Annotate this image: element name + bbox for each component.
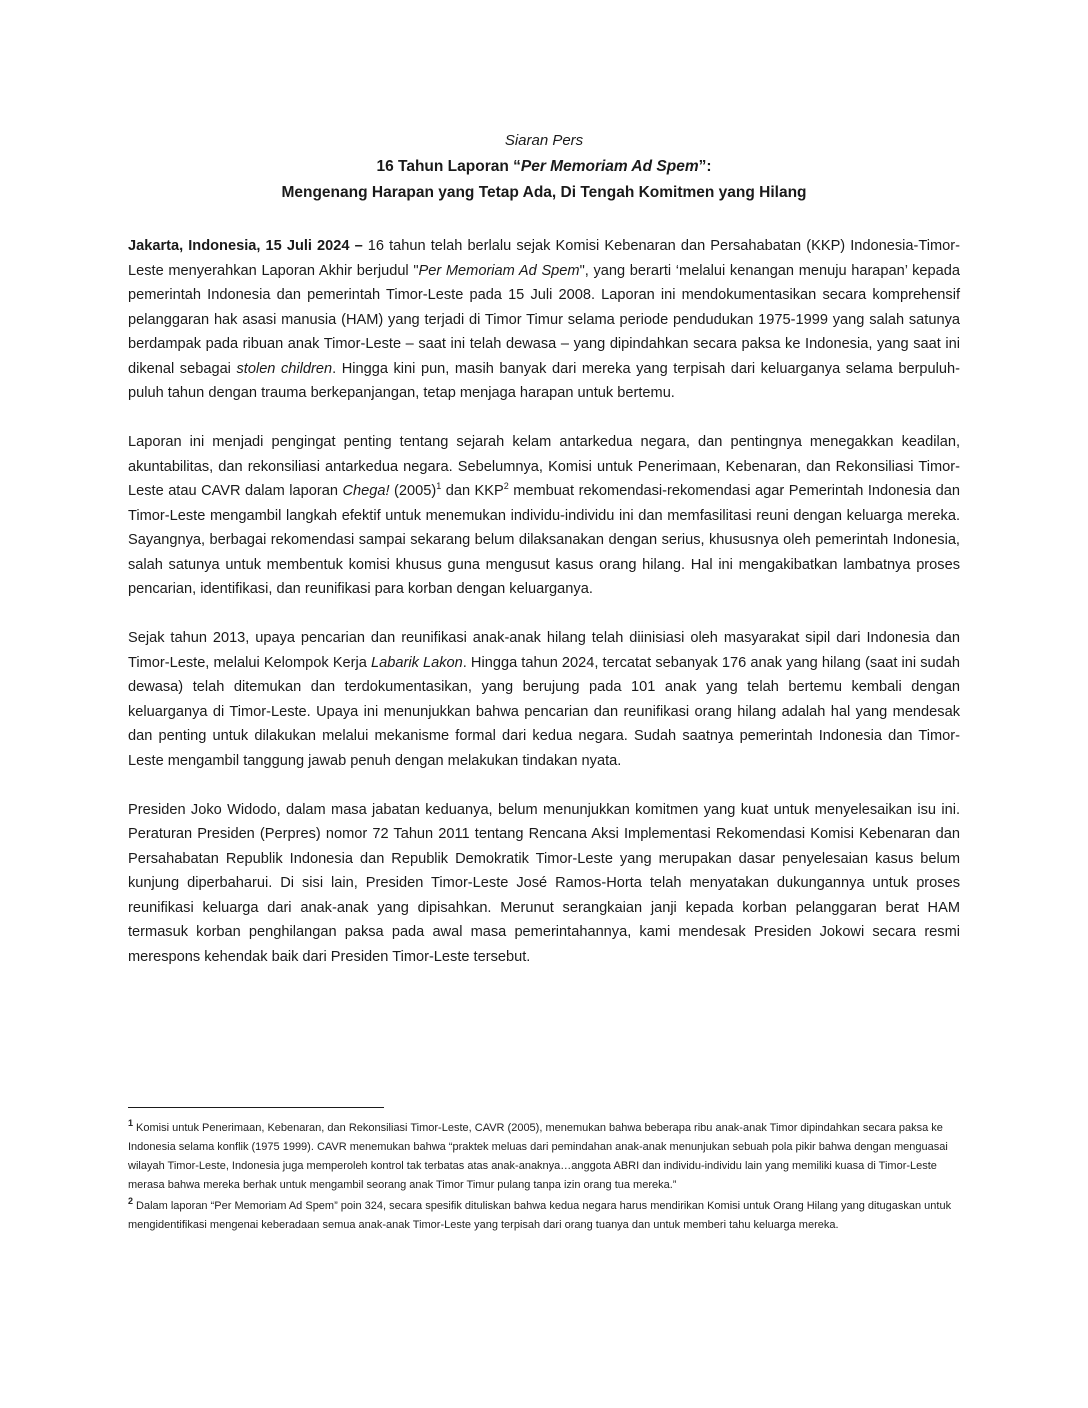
footnote-2 [128, 1197, 960, 1235]
paragraph-1-text-c: . Hingga kini pun, masih banyak dari mereka yang terpisah dari keluarganya selama berpuluh-puluh tahun dengan trauma berkepanjangan, tetap menjaga harapan untuk bertemu. [128, 360, 960, 401]
footnote-1-text: Komisi untuk Penerimaan, Kebenaran, dan Rekonsiliasi Timor-Leste, CAVR (2005), menemukan bahwa beberapa ribu anak-anak Timor dipindahkan secara paksa ke Indonesia selama konflik (1975 1999). CAVR menemukan bahwa “praktek meluas dari pemindahan anak-anak menunjukan sebuah pola pikir bahwa dengan menguasai wilayah Timor-Leste, Indonesia juga memperoleh kontrol tak terbatas atas anak-anaknya…anggota ABRI dan individu-individu lain yang memiliki kuasa di Timor-Leste merasa bahwa mereka berhak untuk mengambil seorang anak Timor Timur pulang tanpa izin orang tua mereka.” [128, 1122, 948, 1191]
footnote-separator [128, 1107, 384, 1108]
paragraph-3 [128, 626, 960, 773]
press-release-label: Siaran Pers [504, 132, 584, 149]
paragraph-2-text-d: membuat rekomendasi-rekomendasi agar Pemerintah Indonesia dan Timor-Leste mengambil langkah efektif untuk menemukan individu-individu ini dan memfasilitasi reuni dengan keluarga mereka. Sayangnya, berbagai rekomendasi sampai sekarang belum dilaksanakan dengan serius, khususnya oleh pemerintah Indonesia, salah satunya untuk membentuk komisi khusus guna mengusut kasus orang hilang. Hal ini mengakibatkan lambatnya proses pencarian, identifikasi, dan reunifikasi para korban dengan keluarganya. [128, 483, 960, 597]
paragraph-2-text-a: Laporan ini menjadi pengingat penting tentang sejarah kelam antarkedua negara, dan pentingnya menegakkan keadilan, akuntabilitas, dan rekonsiliasi antarkedua negara. Sebelumnya, Komisi untuk Penerimaan, Kebenaran, dan Rekonsiliasi Timor-Leste atau CAVR dalam laporan [128, 434, 960, 499]
footnote-2-mark: 2 [128, 1196, 134, 1207]
paragraph-3-italic-a: Labarik Lakon [371, 654, 463, 671]
paragraph-1-italic-b: stolen children [236, 360, 333, 377]
paragraph-2 [128, 430, 960, 602]
paragraph-4-text: Presiden Joko Widodo, dalam masa jabatan keduanya, belum menunjukkan komitmen yang kuat untuk menyelesaikan isu ini. Peraturan Presiden (Perpres) nomor 72 Tahun 2011 tentang Rencana Aksi Implementasi Rekomendasi Komisi Kebenaran dan Persahabatan Republik Indonesia dan Republik Demokratik Timor-Leste yang merupakan dasar penyelesaian kasus belum kunjung diperbaharui. Di sisi lain, Presiden Timor-Leste José Ramos-Horta telah menyatakan dukungannya untuk proses reunifikasi keluarga dari anak-anak yang dipisahkan. Merunut serangkaian janji kepada korban pelanggaran berat HAM termasuk korban penghilangan paksa pada awal masa pemerintahannya, kami mendesak Presiden Jokowi secara resmi merespons kehendak baik dari Presiden Timor-Leste tersebut. [128, 801, 960, 965]
footnote-1-mark: 1 [128, 1118, 134, 1129]
footnotes [128, 1119, 960, 1237]
paragraph-4 [128, 798, 960, 970]
paragraph-1-text-a: 16 tahun telah berlalu sejak Komisi Kebenaran dan Persahabatan (KKP) Indonesia-Timor-Leste menyerahkan Laporan Akhir berjudul " [128, 238, 960, 279]
press-release-header [128, 128, 960, 206]
paragraph-1-text-b: ", yang berarti ‘melalui kenangan menuju harapan’ kepada pemerintah Indonesia dan pemerintah Timor-Leste pada 15 Juli 2008. Laporan ini mendokumentasikan secara komprehensif pelanggaran hak asasi manusia (HAM) yang terjadi di Timor Timur selama periode pendudukan 1975-1999 yang salah satunya berdampak pada ribuan anak Timor-Leste – saat ini telah dewasa – yang dipindahkan secara paksa ke Indonesia, yang saat ini dikenal sebagai [128, 262, 961, 377]
footnote-2-text: Dalam laporan “Per Memoriam Ad Spem” poin 324, secara spesifik dituliskan bahwa kedua negara harus mendirikan Komisi untuk Orang Hilang yang ditugaskan untuk mengidentifikasi mengenai keberadaan semua anak-anak Timor-Leste yang terpisah dari orang tuanya dan untuk memberi tahu keluarga mereka. [128, 1200, 952, 1231]
footnote-ref-2[interactable]: 2 [503, 481, 509, 492]
footnote-1 [128, 1119, 960, 1195]
title-line-1-post: ”: [698, 158, 712, 175]
footnote-ref-1[interactable]: 1 [436, 481, 442, 492]
paragraph-2-text-b: (2005) [389, 483, 437, 499]
title-line-2: Mengenang Harapan yang Tetap Ada, Di Tengah Komitmen yang Hilang [281, 184, 807, 201]
paragraph-1 [128, 234, 960, 406]
paragraph-1-italic-a: Per Memoriam Ad Spem [418, 262, 580, 279]
paragraph-3-text-b: . Hingga tahun 2024, tercatat sebanyak 176 anak yang hilang (saat ini sudah dewasa) telah ditemukan dan terdokumentasikan, yang berujung pada 101 anak yang telah bertemu kembali dengan keluarganya di Timor-Leste. Upaya ini menunjukkan bahwa pencarian dan reunifikasi orang hilang adalah hal yang mendesak dan penting untuk dilakukan melalui mekanisme formal dari kedua negara. Sudah saatnya pemerintah Indonesia dan Timor-Leste mengambil tanggung jawab penuh dengan melakukan tindakan nyata. [128, 654, 960, 769]
title-line-1 [128, 154, 960, 180]
article-body [128, 234, 960, 994]
title-report-name: Per Memoriam Ad Spem [520, 158, 699, 175]
dateline: Jakarta, Indonesia, 15 Juli 2024 – [128, 238, 363, 254]
paragraph-2-italic-a: Chega! [342, 483, 390, 499]
paragraph-3-text-a: Sejak tahun 2013, upaya pencarian dan reunifikasi anak-anak hilang telah diinisiasi oleh masyarakat sipil dari Indonesia dan Timor-Leste, melalui Kelompok Kerja [128, 630, 960, 671]
title-line-1-pre: 16 Tahun Laporan “ [376, 158, 521, 175]
paragraph-2-text-c: dan KKP [441, 483, 504, 499]
